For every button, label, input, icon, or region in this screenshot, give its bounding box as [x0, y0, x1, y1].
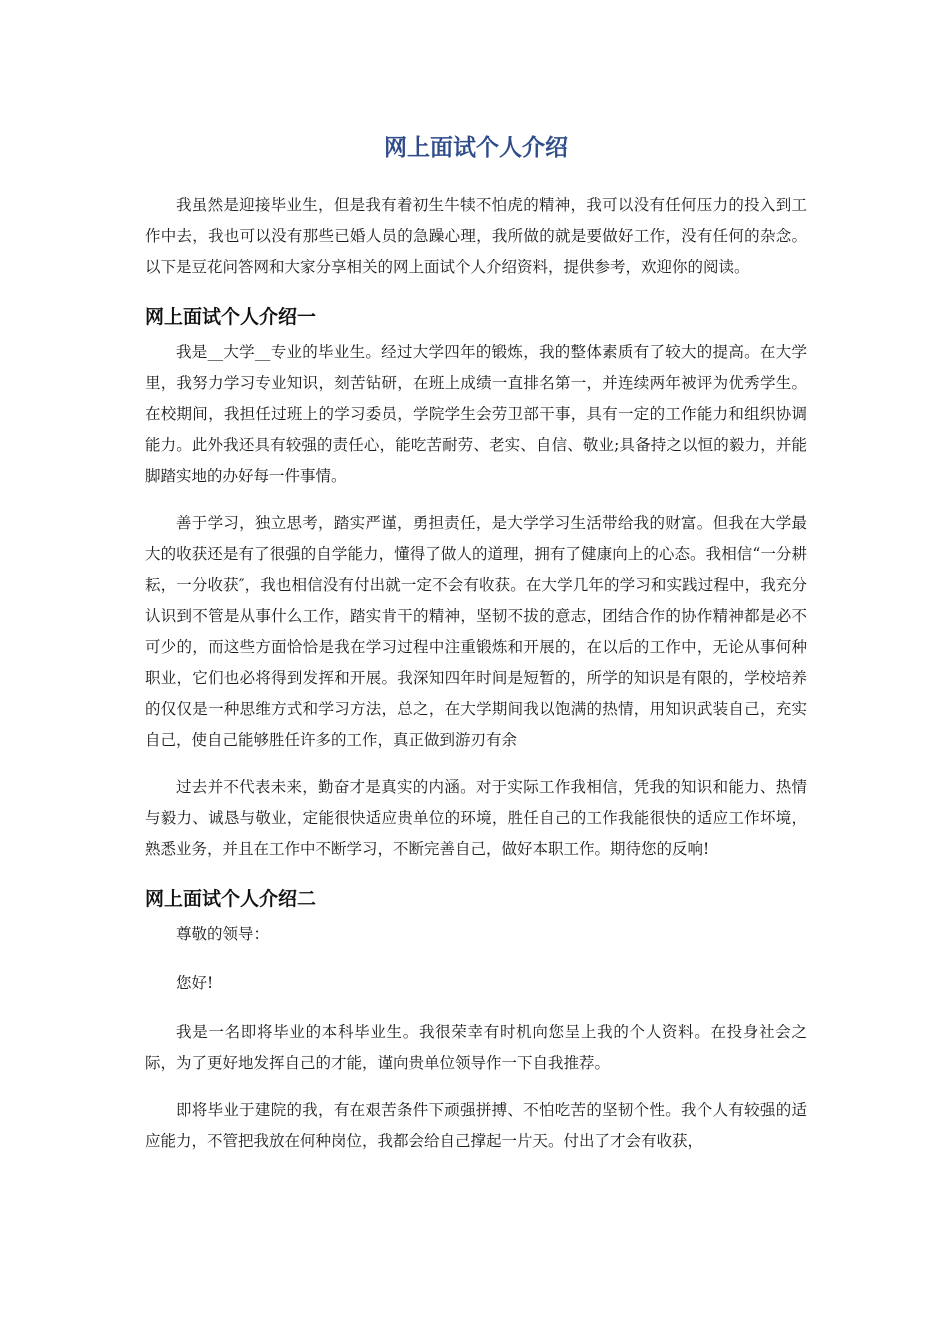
section-1-paragraph: 过去并不代表未来，勤奋才是真实的内涵。对于实际工作我相信，凭我的知识和能力、热情与毅力、诚恳与敬业，定能很快适应贵单位的环境，胜任自己的工作我能很快的适应工作坏境，熟悉业务，并且在工作中不断学习，不断完善自己，做好本职工作。期待您的反响!: [145, 778, 807, 858]
section-1-paragraph: 善于学习，独立思考，踏实严谨，勇担责任，是大学学习生活带给我的财富。但我在大学最大的收获还是有了很强的自学能力，懂得了做人的道理，拥有了健康向上的心态。我相信“一分耕耘，一分收获″，我也相信没有付出就一定不会有收获。在大学几年的学习和实践过程中，我充分认识到不管是从事什么工作，踏实肯干的精神，坚韧不拔的意志，团结合作的协作精神都是必不可少的，而这些方面恰恰是我在学习过程中注重锻炼和开展的，在以后的工作中，无论从事何种职业，它们也必将得到发挥和开展。我深知四年时间是短暂的，所学的知识是有限的，学校培养的仅仅是一种思维方式和学习方法，总之，在大学期间我以饱满的热情，用知识武装自己，充实自己，使自己能够胜任许多的工作，真正做到游刃有余: [145, 514, 807, 749]
letter-salutation: 尊敬的领导：: [176, 925, 270, 943]
section-heading-2: 网上面试个人介绍二: [145, 888, 317, 910]
document-page: [145, 128, 807, 1173]
letter-greeting: 您好!: [176, 974, 214, 992]
section-heading-1: 网上面试个人介绍一: [145, 306, 317, 328]
section-1-paragraph: 我是__大学__专业的毕业生。经过大学四年的锻炼，我的整体素质有了较大的提高。在大学里，我努力学习专业知识，刻苦钻研，在班上成绩一直排名第一，并连续两年被评为优秀学生。在校期间，我担任过班上的学习委员，学院学生会劳卫部干事，具有一定的工作能力和组织协调能力。此外我还具有较强的责任心，能吃苦耐劳、老实、自信、敬业;具备持之以恒的毅力，并能脚踏实地的办好每一件事情。: [145, 343, 807, 485]
intro-paragraph: 我虽然是迎接毕业生，但是我有着初生牛犊不怕虎的精神，我可以没有任何压力的投入到工作中去，我也可以没有那些已婚人员的急躁心理，我所做的就是要做好工作，没有任何的杂念。以下是豆花问答网和大家分享相关的网上面试个人介绍资料，提供参考，欢迎你的阅读。: [145, 196, 807, 276]
section-2-paragraph: 即将毕业于建院的我，有在艰苦条件下顽强拼搏、不怕吃苦的坚韧个性。我个人有较强的适应能力，不管把我放在何种岗位，我都会给自己撑起一片天。付出了才会有收获，: [145, 1101, 807, 1150]
section-2-paragraph: 我是一名即将毕业的本科毕业生。我很荣幸有时机向您呈上我的个人资料。在投身社会之际，为了更好地发挥自己的才能，谨向贵单位领导作一下自我推荐。: [145, 1023, 807, 1072]
document-title: 网上面试个人介绍: [384, 135, 568, 161]
